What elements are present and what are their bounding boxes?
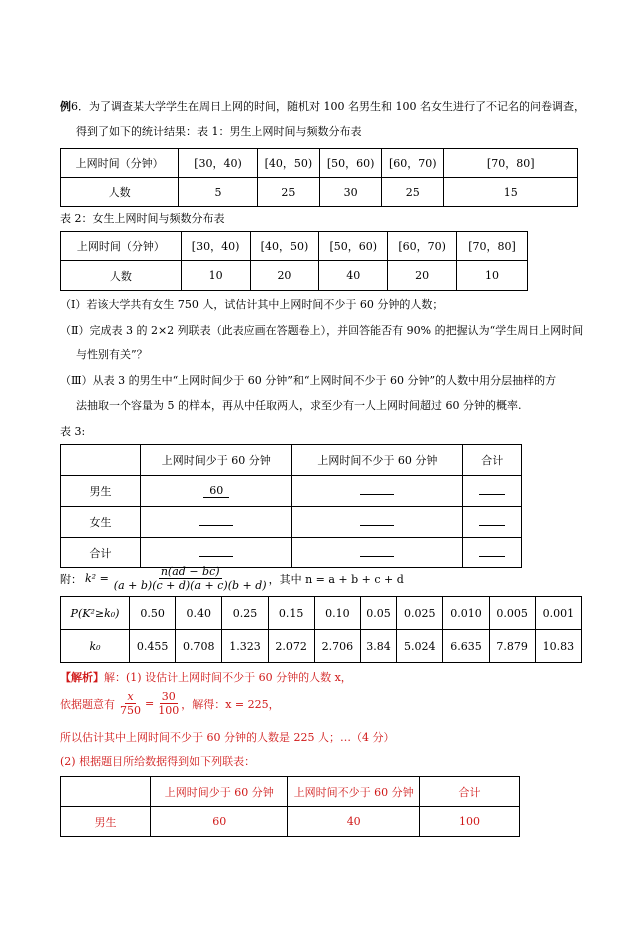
table-cell: 1.323 [222, 630, 268, 663]
table-cell: 7.879 [489, 630, 535, 663]
answer-col-header: 合计 [419, 777, 519, 807]
fraction-equals: = [145, 697, 155, 710]
table-cell-empty [61, 777, 151, 807]
table-cell [463, 507, 522, 538]
table-cell [141, 538, 292, 568]
table-2-header: 上网时间（分钟） [61, 232, 182, 261]
answer-col-header: 上网时间不少于 60 分钟 [288, 777, 420, 807]
table-2-title: 表 2：女生上网时间与频数分布表 [60, 212, 225, 225]
table-2-row-label: 人数 [61, 261, 182, 291]
answer-row-label: 男生 [61, 807, 151, 837]
table-cell [292, 476, 463, 507]
answer-blank [479, 546, 505, 557]
solution-fraction-left [118, 690, 143, 717]
table-cell: 10 [181, 261, 250, 291]
fraction-numerator: x [127, 690, 134, 703]
solution-line-3: 所以估计其中上网时间不少于 60 分钟的人数是 225 人；…（4 分） [60, 731, 395, 744]
table-cell: 0.455 [130, 630, 176, 663]
table-cell: 100 [419, 807, 519, 837]
formula-lhs: k² = [85, 572, 109, 585]
table-cell: 0.005 [489, 597, 535, 630]
question-3-line-1: （Ⅲ）从表 3 的男生中“上网时间少于 60 分钟”和“上网时间不少于 60 分钟”的人数中用分层抽样的方 [60, 374, 557, 387]
table-cell: 25 [257, 178, 319, 207]
answer-blank [479, 484, 505, 495]
table-cell: 0.40 [176, 597, 222, 630]
answer-blank [360, 546, 394, 557]
table-1-header: 上网时间（分钟） [61, 149, 179, 178]
table-row [61, 538, 522, 568]
table-cell: 0.25 [222, 597, 268, 630]
table-cell: 0.025 [397, 597, 443, 630]
table-cell: [60，70) [388, 232, 457, 261]
solution-line-2-suffix: ，解得：x = 225， [181, 697, 280, 711]
table-3-row-label: 合计 [61, 538, 141, 568]
question-3-line-2: 法抽取一个容量为 5 的样本，再从中任取两人，求至少有一人上网时间超过 60 分钟的概率. [76, 399, 522, 412]
table-cell: 3.84 [360, 630, 396, 663]
answer-blank [479, 515, 505, 526]
table-cell: 10 [457, 261, 528, 291]
table-2-female-frequency [60, 231, 528, 291]
answer-blank [199, 515, 233, 526]
critical-value-table [60, 596, 582, 663]
answer-blank [360, 484, 394, 495]
table-cell [141, 476, 292, 507]
table-3-contingency [60, 444, 522, 568]
answer-contingency-table [60, 776, 520, 837]
table-cell: 60 [151, 807, 288, 837]
solution-line-2 [60, 690, 280, 717]
answer-blank [199, 546, 233, 557]
table-cell [463, 538, 522, 568]
table-row [61, 597, 582, 630]
table-cell: 2.072 [268, 630, 314, 663]
table-cell: 20 [250, 261, 319, 291]
table-row [61, 630, 582, 663]
table-row [61, 777, 520, 807]
solution-fraction-right [156, 690, 181, 717]
table-3-col-header: 合计 [463, 445, 522, 476]
problem-label: 例 [60, 100, 71, 113]
table-cell: 40 [319, 261, 388, 291]
table-3-row-label: 男生 [61, 476, 141, 507]
table-cell: 0.001 [535, 597, 581, 630]
table-3-col-header: 上网时间少于 60 分钟 [141, 445, 292, 476]
formula-denominator: (a + b)(c + d)(a + c)(b + d) [113, 579, 267, 592]
table-cell: 5.024 [397, 630, 443, 663]
table-cell: [30，40) [179, 149, 258, 178]
formula-where: ，其中 n = a + b + c + d [268, 572, 404, 586]
solution-line-2-prefix: 依据题意有 [60, 697, 115, 711]
solution-tag: 【解析】 [60, 671, 104, 684]
table-row [61, 232, 528, 261]
table-cell: 10.83 [535, 630, 581, 663]
table-cell: 2.706 [314, 630, 360, 663]
problem-intro-line-2: 得到了如下的统计结果：表 1：男生上网时间与频数分布表 [76, 125, 362, 138]
formula-numerator: n(ad − bc) [160, 565, 220, 578]
problem-intro-text: 为了调查某大学学生在周日上网的时间，随机对 100 名男生和 100 名女生进行了不记名的问卷调查， [89, 100, 585, 113]
table-cell: 0.10 [314, 597, 360, 630]
formula-prefix: 附： [60, 572, 82, 586]
problem-intro-line-1 [60, 99, 585, 115]
table-cell [292, 507, 463, 538]
fraction-denominator: 100 [158, 704, 180, 717]
question-1: （Ⅰ）若该大学共有女生 750 人，试估计其中上网时间不少于 60 分钟的人数； [60, 298, 444, 311]
formula-fraction [112, 565, 269, 592]
critical-row-label [61, 630, 130, 663]
table-cell: [50，60) [320, 149, 382, 178]
table-cell-empty [61, 445, 141, 476]
table-1-male-frequency [60, 148, 578, 207]
problem-number: 6． [71, 100, 89, 113]
table-row [61, 445, 522, 476]
table-cell: [40，50) [250, 232, 319, 261]
fraction-denominator: 750 [120, 704, 141, 717]
table-cell: [70，80] [457, 232, 528, 261]
table-cell: 25 [382, 178, 444, 207]
critical-row-label-text: P(K²≥k₀) [70, 606, 120, 620]
answer-col-header: 上网时间少于 60 分钟 [151, 777, 288, 807]
table-row [61, 476, 522, 507]
table-cell: [70，80] [444, 149, 578, 178]
table-3-col-header: 上网时间不少于 60 分钟 [292, 445, 463, 476]
table-cell: 0.05 [360, 597, 396, 630]
answer-blank [360, 515, 394, 526]
solution-line-1 [60, 670, 352, 686]
table-cell: [40，50) [257, 149, 319, 178]
table-row [61, 149, 578, 178]
table-row [61, 178, 578, 207]
table-cell [292, 538, 463, 568]
table-cell: 30 [320, 178, 382, 207]
table-cell: 6.635 [443, 630, 489, 663]
table-row [61, 807, 520, 837]
table-cell: 5 [179, 178, 258, 207]
question-2-line-1: （Ⅱ）完成表 3 的 2×2 列联表（此表应画在答题卷上），并回答能否有 90% 的把握认为“学生周日上网时间 [60, 324, 584, 337]
table-cell: 0.15 [268, 597, 314, 630]
table-cell [141, 507, 292, 538]
question-2-line-2: 与性别有关”？ [76, 348, 148, 361]
critical-row-label-text: k₀ [89, 639, 101, 653]
table-3-title: 表 3: [60, 425, 86, 438]
solution-text: 解：(1) 设估计上网时间不少于 60 分钟的人数 x， [104, 671, 352, 684]
table-cell: 0.708 [176, 630, 222, 663]
table-cell: [50，60) [319, 232, 388, 261]
table-cell [463, 476, 522, 507]
solution-line-4: (2) 根据题目所给数据得到如下列联表： [60, 755, 256, 768]
table-cell: 0.50 [130, 597, 176, 630]
table-cell: 40 [288, 807, 420, 837]
table-row [61, 507, 522, 538]
critical-row-label [61, 597, 130, 630]
table-3-row-label: 女生 [61, 507, 141, 538]
filled-blank: 60 [203, 484, 229, 498]
table-cell: [30，40) [181, 232, 250, 261]
table-cell: 15 [444, 178, 578, 207]
fraction-numerator: 30 [161, 690, 176, 703]
table-1-row-label: 人数 [61, 178, 179, 207]
table-row [61, 261, 528, 291]
chi-square-formula [60, 565, 404, 592]
table-cell: [60，70) [382, 149, 444, 178]
table-cell: 0.010 [443, 597, 489, 630]
table-cell: 20 [388, 261, 457, 291]
